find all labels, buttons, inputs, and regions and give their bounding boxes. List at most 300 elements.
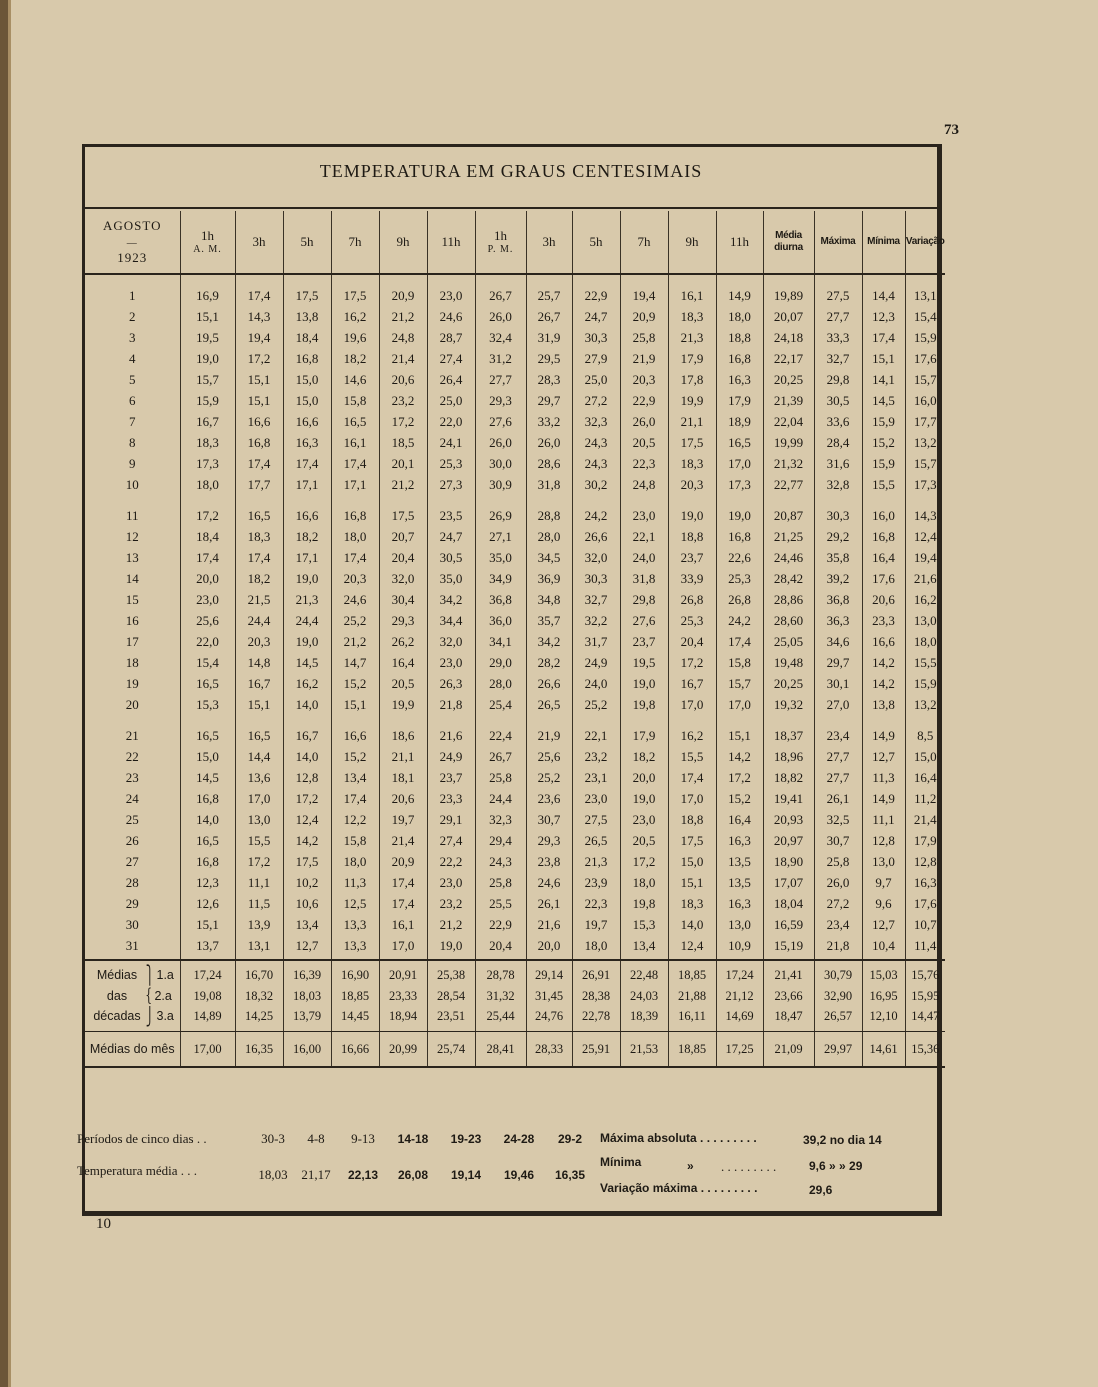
value-cell: 24,3 xyxy=(475,851,526,872)
value-cell: 16,7 xyxy=(235,673,283,694)
value-cell: 26,8 xyxy=(716,589,763,610)
value-cell: 18,0 xyxy=(331,526,379,547)
value-cell: 32,7 xyxy=(814,348,862,369)
value-cell: 20,1 xyxy=(379,453,427,474)
value-cell: 12,3 xyxy=(180,872,235,893)
value-cell: 27,2 xyxy=(572,390,620,411)
table-row xyxy=(85,893,945,914)
value-cell: 15,9 xyxy=(862,411,905,432)
value-cell: 30,7 xyxy=(814,830,862,851)
value-cell: 22,0 xyxy=(180,631,235,652)
value-cell: 24,18 xyxy=(763,327,814,348)
value-cell: 17,8 xyxy=(668,369,716,390)
value-cell: 16,4 xyxy=(379,652,427,673)
value-cell: 34,6 xyxy=(814,631,862,652)
header-hour-3pm: 3h xyxy=(526,211,572,274)
table-row xyxy=(85,390,945,411)
value-cell: 17,4 xyxy=(379,872,427,893)
periodos-values xyxy=(253,1131,595,1147)
media-cell: 16,39 xyxy=(283,960,331,986)
value-cell: 15,0 xyxy=(905,746,945,767)
value-cell: 15,1 xyxy=(180,306,235,327)
periodo-value: 9-13 xyxy=(351,1131,375,1146)
value-cell: 14,6 xyxy=(331,369,379,390)
value-cell: 26,5 xyxy=(526,694,572,715)
value-cell: 19,9 xyxy=(379,694,427,715)
value-cell: 25,6 xyxy=(526,746,572,767)
media-cell: 18,03 xyxy=(283,986,331,1007)
value-cell: 15,3 xyxy=(180,694,235,715)
value-cell: 27,2 xyxy=(814,893,862,914)
value-cell: 26,7 xyxy=(475,274,526,306)
value-cell: 11,1 xyxy=(862,809,905,830)
value-cell: 28,4 xyxy=(814,432,862,453)
media-cell: 25,38 xyxy=(427,960,475,986)
value-cell: 17,2 xyxy=(235,348,283,369)
media-cell: 31,32 xyxy=(475,986,526,1007)
value-cell: 16,8 xyxy=(235,432,283,453)
value-cell: 32,3 xyxy=(475,809,526,830)
value-cell: 19,0 xyxy=(620,788,668,809)
header-hour-11pm: 11h xyxy=(716,211,763,274)
value-cell: 35,8 xyxy=(814,547,862,568)
folio-number: 10 xyxy=(96,1216,111,1232)
day-cell: 17 xyxy=(125,633,139,649)
value-cell: 21,9 xyxy=(620,348,668,369)
temperature-table xyxy=(85,211,945,1068)
value-cell: 17,5 xyxy=(283,851,331,872)
value-cell: 27,4 xyxy=(427,348,475,369)
value-cell: 16,7 xyxy=(668,673,716,694)
table-row xyxy=(85,872,945,893)
value-cell: 19,0 xyxy=(283,631,331,652)
value-cell: 17,3 xyxy=(905,474,945,495)
value-cell: 22,9 xyxy=(572,274,620,306)
value-cell: 15,1 xyxy=(235,369,283,390)
value-cell: 23,4 xyxy=(814,715,862,746)
value-cell: 28,8 xyxy=(526,495,572,526)
value-cell: 25,0 xyxy=(427,390,475,411)
media-cell: 24,03 xyxy=(620,986,668,1007)
value-cell: 25,6 xyxy=(180,610,235,631)
value-cell: 18,3 xyxy=(668,306,716,327)
value-cell: 12,5 xyxy=(331,893,379,914)
table-row xyxy=(85,369,945,390)
temperatura-media-value: 26,08 xyxy=(397,1168,429,1182)
table-row xyxy=(85,411,945,432)
value-cell: 21,32 xyxy=(763,453,814,474)
value-cell: 19,7 xyxy=(379,809,427,830)
value-cell: 16,2 xyxy=(331,306,379,327)
value-cell: 21,5 xyxy=(235,589,283,610)
title-rule xyxy=(85,207,937,209)
value-cell: 29,7 xyxy=(814,652,862,673)
value-cell: 12,2 xyxy=(331,809,379,830)
value-cell: 21,25 xyxy=(763,526,814,547)
temperatura-media-value: 19,14 xyxy=(450,1168,482,1182)
value-cell: 16,3 xyxy=(716,369,763,390)
value-cell: 20,9 xyxy=(379,851,427,872)
value-cell: 16,2 xyxy=(283,673,331,694)
book-spine xyxy=(0,0,8,1387)
value-cell: 34,2 xyxy=(427,589,475,610)
table-row xyxy=(85,673,945,694)
media-mes-cell: 28,33 xyxy=(526,1032,572,1068)
day-cell: 24 xyxy=(125,790,139,806)
value-cell: 32,0 xyxy=(379,568,427,589)
media-mes-cell: 16,00 xyxy=(283,1032,331,1068)
table-row xyxy=(85,694,945,715)
value-cell: 32,2 xyxy=(572,610,620,631)
value-cell: 17,2 xyxy=(180,495,235,526)
value-cell: 17,9 xyxy=(716,390,763,411)
value-cell: 13,0 xyxy=(716,914,763,935)
value-cell: 24,4 xyxy=(475,788,526,809)
value-cell: 18,3 xyxy=(235,526,283,547)
value-cell: 12,4 xyxy=(905,526,945,547)
value-cell: 24,6 xyxy=(526,872,572,893)
value-cell: 30,1 xyxy=(814,673,862,694)
value-cell: 26,8 xyxy=(668,589,716,610)
media-mes-cell: 16,35 xyxy=(235,1032,283,1068)
value-cell: 26,6 xyxy=(572,526,620,547)
day-cell: 28 xyxy=(125,874,139,890)
value-cell: 23,0 xyxy=(180,589,235,610)
value-cell: 27,5 xyxy=(572,809,620,830)
value-cell: 15,8 xyxy=(331,390,379,411)
value-cell: 29,5 xyxy=(526,348,572,369)
media-mes-cell: 28,41 xyxy=(475,1032,526,1068)
header-hour-7pm: 7h xyxy=(620,211,668,274)
value-cell: 25,4 xyxy=(475,694,526,715)
media-cell: 28,78 xyxy=(475,960,526,986)
value-cell: 17,4 xyxy=(668,767,716,788)
media-cell: 19,08 xyxy=(180,986,235,1007)
value-cell: 17,0 xyxy=(716,694,763,715)
decada-index: 3.a xyxy=(156,1009,174,1024)
value-cell: 10,2 xyxy=(283,872,331,893)
medias-mes-label: Médias do mês xyxy=(85,1032,180,1068)
table-row xyxy=(85,715,945,746)
value-cell: 13,3 xyxy=(331,914,379,935)
value-cell: 13,6 xyxy=(235,767,283,788)
value-cell: 16,2 xyxy=(668,715,716,746)
value-cell: 21,6 xyxy=(905,568,945,589)
value-cell: 26,0 xyxy=(814,872,862,893)
table-row xyxy=(85,327,945,348)
value-cell: 17,2 xyxy=(716,767,763,788)
value-cell: 26,2 xyxy=(379,631,427,652)
media-cell: 29,14 xyxy=(526,960,572,986)
value-cell: 27,9 xyxy=(572,348,620,369)
value-cell: 23,0 xyxy=(427,872,475,893)
value-cell: 24,9 xyxy=(572,652,620,673)
value-cell: 29,1 xyxy=(427,809,475,830)
value-cell: 12,7 xyxy=(862,746,905,767)
value-cell: 19,4 xyxy=(620,274,668,306)
value-cell: 26,7 xyxy=(475,746,526,767)
value-cell: 36,8 xyxy=(475,589,526,610)
value-cell: 23,5 xyxy=(427,495,475,526)
periodo-value: 4-8 xyxy=(307,1131,325,1146)
value-cell: 30,2 xyxy=(572,474,620,495)
value-cell: 14,9 xyxy=(716,274,763,306)
value-cell: 34,8 xyxy=(526,589,572,610)
value-cell: 13,5 xyxy=(716,851,763,872)
minima-dots: . . . . . . . . . xyxy=(721,1159,777,1174)
value-cell: 13,8 xyxy=(283,306,331,327)
table-row xyxy=(85,935,945,960)
value-cell: 17,9 xyxy=(668,348,716,369)
value-cell: 17,9 xyxy=(905,830,945,851)
value-cell: 13,5 xyxy=(716,872,763,893)
value-cell: 22,9 xyxy=(620,390,668,411)
value-cell: 16,8 xyxy=(716,526,763,547)
day-cell: 3 xyxy=(129,329,136,345)
value-cell: 18,82 xyxy=(763,767,814,788)
value-cell: 19,5 xyxy=(620,652,668,673)
value-cell: 17,5 xyxy=(668,432,716,453)
value-cell: 16,1 xyxy=(331,432,379,453)
value-cell: 13,2 xyxy=(905,432,945,453)
value-cell: 26,0 xyxy=(475,306,526,327)
value-cell: 25,8 xyxy=(814,851,862,872)
value-cell: 14,0 xyxy=(180,809,235,830)
value-cell: 25,8 xyxy=(620,327,668,348)
value-cell: 18,0 xyxy=(716,306,763,327)
value-cell: 15,0 xyxy=(180,746,235,767)
media-cell: 26,57 xyxy=(814,1006,862,1031)
value-cell: 19,6 xyxy=(331,327,379,348)
value-cell: 17,4 xyxy=(379,893,427,914)
medias-decada-word: Médias xyxy=(96,968,138,982)
value-cell: 11,5 xyxy=(235,893,283,914)
value-cell: 20,6 xyxy=(379,788,427,809)
value-cell: 20,87 xyxy=(763,495,814,526)
medias-decada-label xyxy=(85,1006,180,1031)
value-cell: 15,1 xyxy=(862,348,905,369)
brace-glyph: { xyxy=(145,985,153,1007)
value-cell: 14,0 xyxy=(283,694,331,715)
media-cell: 15,76 xyxy=(905,960,945,986)
table-row xyxy=(85,547,945,568)
value-cell: 15,0 xyxy=(283,390,331,411)
value-cell: 28,7 xyxy=(427,327,475,348)
value-cell: 28,60 xyxy=(763,610,814,631)
media-cell: 16,95 xyxy=(862,986,905,1007)
value-cell: 16,0 xyxy=(905,390,945,411)
temperatura-values xyxy=(253,1167,595,1183)
value-cell: 11,3 xyxy=(862,767,905,788)
value-cell: 18,5 xyxy=(379,432,427,453)
value-cell: 32,7 xyxy=(572,589,620,610)
table-header xyxy=(85,211,945,274)
value-cell: 23,2 xyxy=(427,893,475,914)
value-cell: 26,1 xyxy=(814,788,862,809)
value-cell: 24,2 xyxy=(572,495,620,526)
value-cell: 27,4 xyxy=(427,830,475,851)
media-cell: 23,66 xyxy=(763,986,814,1007)
periodo-value: 24-28 xyxy=(503,1132,535,1146)
media-cell: 16,70 xyxy=(235,960,283,986)
value-cell: 21,4 xyxy=(379,830,427,851)
value-cell: 18,0 xyxy=(905,631,945,652)
media-cell: 15,03 xyxy=(862,960,905,986)
value-cell: 17,3 xyxy=(716,474,763,495)
value-cell: 25,2 xyxy=(331,610,379,631)
value-cell: 26,9 xyxy=(475,495,526,526)
value-cell: 12,7 xyxy=(283,935,331,960)
value-cell: 20,3 xyxy=(331,568,379,589)
temperatura-label: Temperatura média . . . xyxy=(77,1163,198,1178)
header-minima: Mínima xyxy=(862,211,905,274)
value-cell: 32,3 xyxy=(572,411,620,432)
value-cell: 19,4 xyxy=(905,547,945,568)
value-cell: 28,3 xyxy=(526,369,572,390)
value-cell: 20,97 xyxy=(763,830,814,851)
media-mes-cell: 17,25 xyxy=(716,1032,763,1068)
value-cell: 14,9 xyxy=(862,715,905,746)
value-cell: 21,3 xyxy=(283,589,331,610)
value-cell: 15,1 xyxy=(668,872,716,893)
day-cell: 30 xyxy=(125,916,139,932)
value-cell: 27,7 xyxy=(475,369,526,390)
value-cell: 18,8 xyxy=(716,327,763,348)
value-cell: 24,4 xyxy=(235,610,283,631)
value-cell: 25,2 xyxy=(572,694,620,715)
medias-decada-word: das xyxy=(106,988,128,1003)
value-cell: 27,0 xyxy=(814,694,862,715)
value-cell: 21,4 xyxy=(905,809,945,830)
value-cell: 27,6 xyxy=(620,610,668,631)
value-cell: 34,2 xyxy=(526,631,572,652)
day-cell: 18 xyxy=(125,654,139,670)
value-cell: 24,3 xyxy=(572,432,620,453)
value-cell: 16,6 xyxy=(862,631,905,652)
decada-index: 2.a xyxy=(154,988,172,1003)
value-cell: 17,0 xyxy=(668,694,716,715)
value-cell: 15,1 xyxy=(331,694,379,715)
header-variacao: Variação xyxy=(905,211,945,274)
value-cell: 25,3 xyxy=(668,610,716,631)
value-cell: 26,7 xyxy=(526,306,572,327)
value-cell: 20,3 xyxy=(620,369,668,390)
temperatura-media-value: 16,35 xyxy=(554,1168,586,1182)
value-cell: 15,7 xyxy=(905,453,945,474)
value-cell: 16,8 xyxy=(180,788,235,809)
table-body xyxy=(85,274,945,1067)
value-cell: 15,1 xyxy=(180,914,235,935)
medias-mes-row xyxy=(85,1032,945,1068)
value-cell: 14,4 xyxy=(235,746,283,767)
value-cell: 29,8 xyxy=(620,589,668,610)
value-cell: 26,4 xyxy=(427,369,475,390)
value-cell: 10,4 xyxy=(862,935,905,960)
value-cell: 20,0 xyxy=(620,767,668,788)
value-cell: 15,1 xyxy=(235,694,283,715)
value-cell: 26,3 xyxy=(427,673,475,694)
value-cell: 20,5 xyxy=(379,673,427,694)
value-cell: 10,6 xyxy=(283,893,331,914)
value-cell: 22,0 xyxy=(427,411,475,432)
value-cell: 20,07 xyxy=(763,306,814,327)
value-cell: 16,5 xyxy=(331,411,379,432)
variacao-maxima-value: 29,6 xyxy=(809,1183,833,1197)
header-month: AGOSTO — 1923 xyxy=(85,211,180,274)
table-row xyxy=(85,589,945,610)
value-cell: 17,4 xyxy=(235,453,283,474)
table-row xyxy=(85,474,945,495)
value-cell: 17,4 xyxy=(235,547,283,568)
brace-glyph: ⎭ xyxy=(145,1006,154,1028)
value-cell: 10,9 xyxy=(716,935,763,960)
value-cell: 15,8 xyxy=(716,652,763,673)
value-cell: 19,0 xyxy=(668,495,716,526)
value-cell: 16,8 xyxy=(331,495,379,526)
value-cell: 16,8 xyxy=(283,348,331,369)
periodos-label: Períodos de cinco dias . . xyxy=(77,1131,207,1146)
header-hour-7am: 7h xyxy=(331,211,379,274)
value-cell: 16,4 xyxy=(862,547,905,568)
value-cell: 17,6 xyxy=(905,348,945,369)
value-cell: 12,8 xyxy=(862,830,905,851)
value-cell: 32,0 xyxy=(427,631,475,652)
table-row xyxy=(85,453,945,474)
value-cell: 19,9 xyxy=(668,390,716,411)
value-cell: 36,9 xyxy=(526,568,572,589)
value-cell: 20,25 xyxy=(763,673,814,694)
value-cell: 17,0 xyxy=(716,453,763,474)
value-cell: 19,5 xyxy=(180,327,235,348)
table-row xyxy=(85,526,945,547)
value-cell: 15,2 xyxy=(862,432,905,453)
value-cell: 13,3 xyxy=(331,935,379,960)
medias-decada-label xyxy=(85,986,180,1007)
header-hour-5pm: 5h xyxy=(572,211,620,274)
header-media-diurna: Média diurna xyxy=(763,211,814,274)
value-cell: 17,1 xyxy=(331,474,379,495)
table-row xyxy=(85,851,945,872)
value-cell: 13,0 xyxy=(235,809,283,830)
media-cell: 13,79 xyxy=(283,1006,331,1031)
value-cell: 19,8 xyxy=(620,694,668,715)
table-row xyxy=(85,746,945,767)
value-cell: 17,0 xyxy=(235,788,283,809)
value-cell: 15,4 xyxy=(905,306,945,327)
value-cell: 13,4 xyxy=(331,767,379,788)
value-cell: 26,6 xyxy=(526,673,572,694)
value-cell: 18,2 xyxy=(283,526,331,547)
value-cell: 31,9 xyxy=(526,327,572,348)
maxima-absoluta-label: Máxima absoluta . . . . . . . . . xyxy=(600,1131,757,1145)
media-cell: 16,11 xyxy=(668,1006,716,1031)
value-cell: 28,0 xyxy=(475,673,526,694)
value-cell: 21,2 xyxy=(379,306,427,327)
value-cell: 22,3 xyxy=(620,453,668,474)
value-cell: 21,1 xyxy=(668,411,716,432)
value-cell: 33,6 xyxy=(814,411,862,432)
value-cell: 29,3 xyxy=(379,610,427,631)
day-cell: 29 xyxy=(125,895,139,911)
value-cell: 21,8 xyxy=(814,935,862,960)
value-cell: 18,04 xyxy=(763,893,814,914)
value-cell: 28,0 xyxy=(526,526,572,547)
value-cell: 18,0 xyxy=(331,851,379,872)
value-cell: 15,9 xyxy=(905,327,945,348)
media-cell: 18,39 xyxy=(620,1006,668,1031)
media-mes-cell: 21,09 xyxy=(763,1032,814,1068)
value-cell: 21,39 xyxy=(763,390,814,411)
